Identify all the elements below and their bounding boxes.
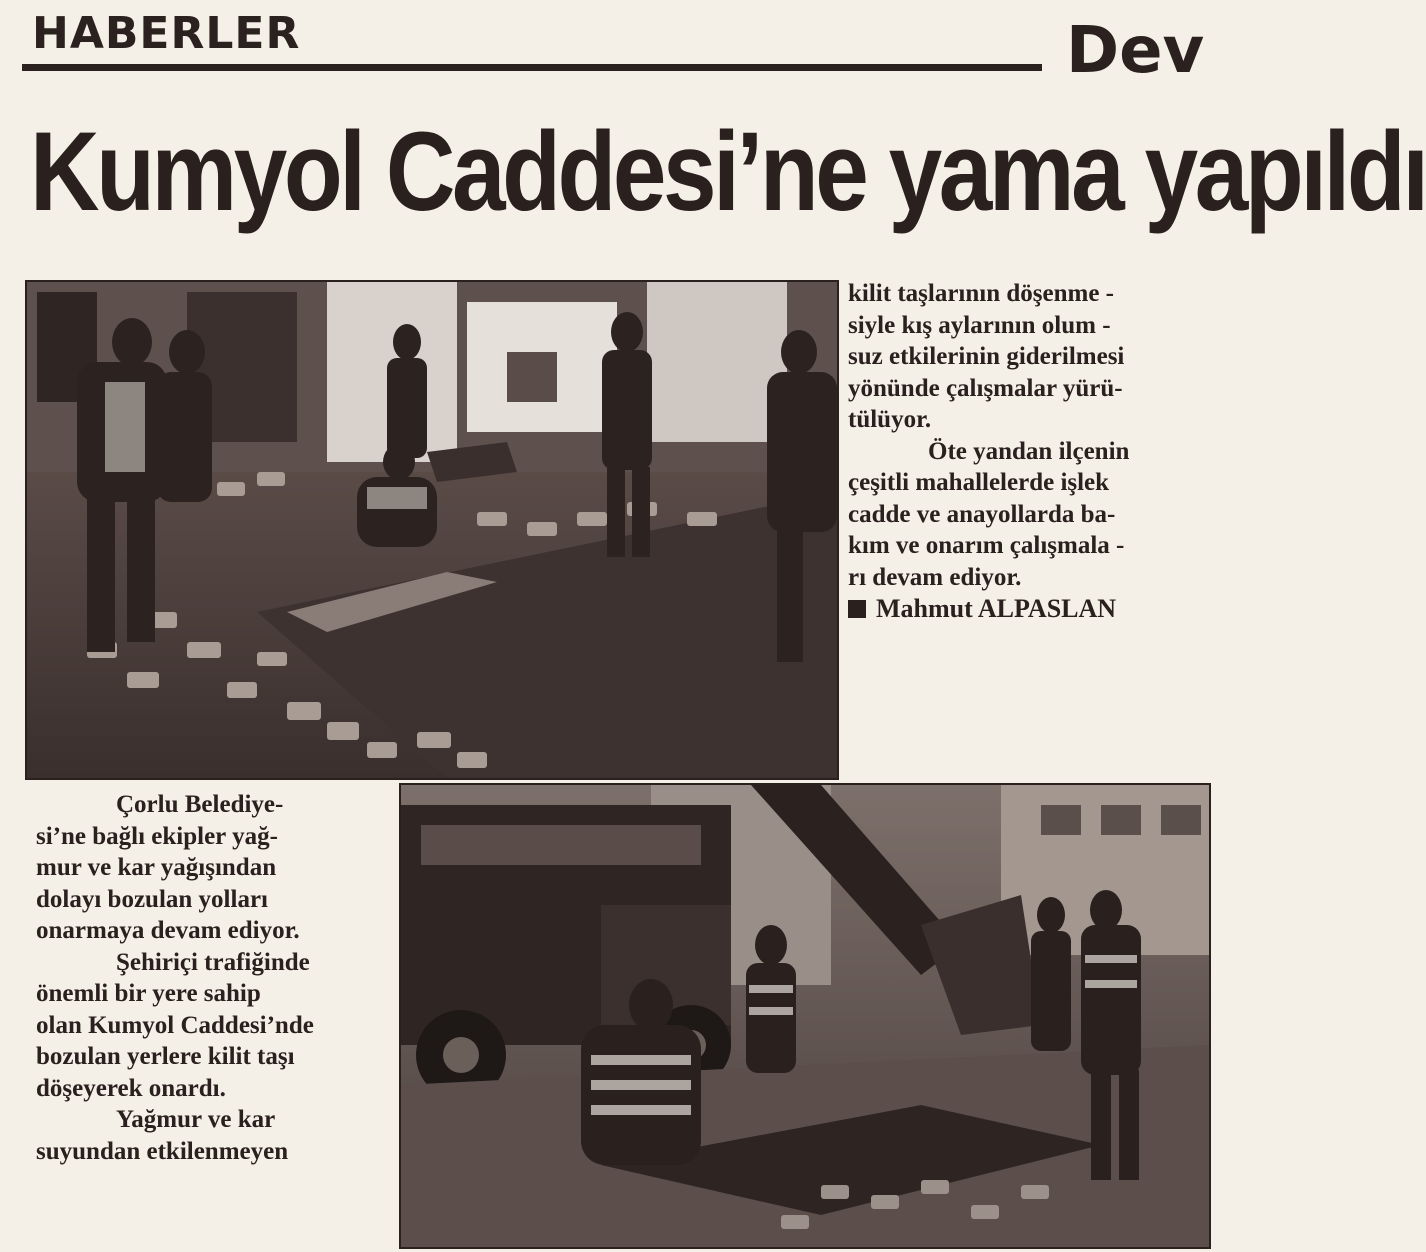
author-name: Mahmut ALPASLAN [876,594,1117,623]
text-line: onarmaya devam ediyor. [36,917,300,944]
text-line: Yağmur ve kar [116,1106,276,1133]
text-line: dolayı bozulan yolları [36,885,268,913]
photo-road-repair-truck [399,783,1211,1249]
text-line: si’ne bağlı ekipler yağ- [36,822,278,850]
text-line: Çorlu Belediye- [116,791,284,818]
text-line: kilit taşlarının döşenme - [848,280,1114,307]
next-article-title-fragment: Dev [1066,14,1205,88]
text-line: kım ve onarım çalışmala - [848,532,1125,559]
text-line: çeşitli mahallelerde işlek [848,469,1110,496]
text-line: döşeyerek onardı. [36,1074,226,1102]
text-line: Şehiriçi trafiğinde [116,948,310,976]
text-line: Öte yandan ilçenin [928,437,1130,465]
text-line: yönünde çalışmalar yürü- [848,374,1123,402]
text-line: suyundan etkilenmeyen [36,1137,289,1165]
section-rule [22,64,1042,71]
text-line: rı devam ediyor. [848,563,1022,591]
article-text-left-column [36,789,396,1167]
text-line: önemli bir yere sahip [36,980,261,1007]
article-text-right-column [848,278,1208,625]
section-label: HABERLER [32,8,301,59]
author-byline [848,593,1208,625]
text-line: cadde ve anayollarda ba- [848,500,1116,528]
article-headline: Kumyol Caddesi’ne yama yapıldı [30,109,1426,234]
text-line: suz etkilerinin giderilmesi [848,343,1125,370]
bullet-square-icon [848,600,866,618]
text-line: tülüyor. [848,406,932,433]
text-line: bozulan yerlere kilit taşı [36,1043,295,1070]
text-line: olan Kumyol Caddesi’nde [36,1011,314,1039]
text-line: siyle kış aylarının olum - [848,311,1111,339]
photo-paving-workers [25,280,839,780]
text-line: mur ve kar yağışından [36,854,277,881]
